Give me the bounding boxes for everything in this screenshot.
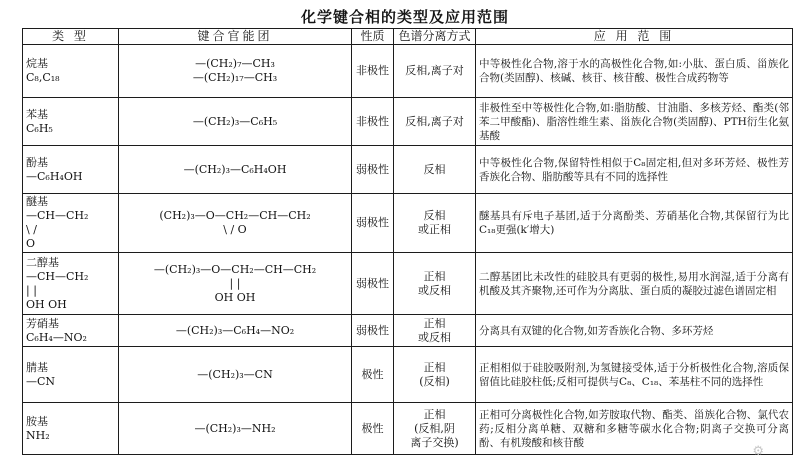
mode-cell <box>394 98 476 146</box>
table-row <box>23 403 793 455</box>
mode-line: 反相 <box>423 209 446 222</box>
type-line: —CN <box>26 374 56 388</box>
header-type: 类 型 <box>23 29 119 45</box>
mode-cell <box>394 403 476 455</box>
mode-cell <box>394 45 476 98</box>
header-mode: 色谱分离方式 <box>394 29 476 45</box>
type-line: 芳硝基 <box>26 316 59 330</box>
property-cell: 弱极性 <box>352 146 394 194</box>
type-line: 胺基 <box>26 414 48 428</box>
formula-line: —(CH₂)₃—C₆H₅ <box>192 114 278 128</box>
application-cell: 二醇基团比未改性的硅胶具有更弱的极性,易用水润湿,适于分离有机酸及其齐聚物,还可作为分离肽、蛋白质的凝胶过滤色谱固定相 <box>476 253 793 315</box>
type-line: C₆H₄—NO₂ <box>26 330 87 344</box>
formula-cell <box>119 98 352 146</box>
formula-line: —(CH₂)₃—O—CH₂—CH—CH₂ <box>153 262 317 276</box>
mode-line: (反相,阴 <box>414 421 455 435</box>
formula-line: (CH₂)₃—O—CH₂—CH—CH₂ <box>159 209 311 222</box>
mode-line: 或正相 <box>418 223 451 236</box>
type-cell <box>23 403 119 455</box>
type-line: —CH—CH₂ <box>26 209 89 222</box>
type-line: \ / <box>26 223 37 236</box>
type-cell <box>23 98 119 146</box>
formula-line: \ / O <box>223 223 247 236</box>
formula-line: —(CH₂)₃—CN <box>197 367 273 381</box>
property-cell: 非极性 <box>352 98 394 146</box>
table-row <box>23 194 793 253</box>
mode-line: 或反相 <box>418 330 451 344</box>
application-cell: 中等极性化合物,溶于水的高极性化合物,如:小肽、蛋白质、甾族化合物(类固醇)、核碱、核苷、核苷酸、极性合成药物等 <box>476 45 793 98</box>
type-line: 醚基 <box>26 195 48 208</box>
type-line: 酚基 <box>26 155 48 169</box>
formula-line: —(CH₂)₃—C₆H₄OH <box>183 162 287 176</box>
table-row <box>23 146 793 194</box>
type-cell <box>23 45 119 98</box>
type-cell <box>23 315 119 347</box>
mode-line: 反相,离子对 <box>405 64 464 77</box>
type-line: 二醇基 <box>26 255 59 269</box>
application-cell: 中等极性化合物,保留特性相似于C₈固定相,但对多环芳烃、极性芳香族化合物、脂肪酸等具有不同的选择性 <box>476 146 793 194</box>
type-line: —C₆H₄OH <box>26 169 83 183</box>
table-body <box>23 45 793 455</box>
formula-cell <box>119 315 352 347</box>
type-cell <box>23 253 119 315</box>
mode-cell <box>394 194 476 253</box>
application-cell: 正相可分离极性化合物,如芳胺取代物、酯类、甾族化合物、氯代农药;反相分离单糖、双糖和多糖等碳水化合物;阴离子交换可分离酚、有机羧酸和核苷酸 <box>476 403 793 455</box>
application-cell: 分离具有双键的化合物,如芳香族化合物、多环芳烃 <box>476 315 793 347</box>
type-cell <box>23 347 119 403</box>
property-cell: 弱极性 <box>352 315 394 347</box>
property-cell: 极性 <box>352 403 394 455</box>
type-line: O <box>26 237 36 250</box>
type-line: 腈基 <box>26 360 48 374</box>
formula-cell <box>119 45 352 98</box>
type-line: | | <box>26 283 37 297</box>
property-cell: 极性 <box>352 347 394 403</box>
table-row <box>23 315 793 347</box>
watermark: ⚙ <box>752 444 764 459</box>
header-application: 应 用 范 围 <box>476 29 793 45</box>
property-cell: 弱极性 <box>352 253 394 315</box>
type-line: C₈,C₁₈ <box>26 71 60 84</box>
formula-cell <box>119 146 352 194</box>
property-cell: 非极性 <box>352 45 394 98</box>
formula-line: —(CH₂)₃—NH₂ <box>194 421 276 435</box>
bonded-phase-table <box>22 28 793 455</box>
formula-cell <box>119 403 352 455</box>
mode-line: 正相 <box>423 316 446 330</box>
formula-line: —(CH₂)₇—CH₃ <box>195 57 275 70</box>
table-title: 化学键合相的类型及应用范围 <box>300 8 509 26</box>
formula-line: —(CH₂)₁₇—CH₃ <box>192 71 278 84</box>
mode-line: 或反相 <box>418 283 451 297</box>
type-line: OH OH <box>26 297 67 311</box>
mode-line: 正相 <box>423 407 446 421</box>
mode-cell <box>394 253 476 315</box>
application-cell: 正相相似于硅胶吸附剂,为氢键接受体,适于分析极性化合物,溶质保留值比硅胶柱低;反相可提供与C₈、C₁₈、苯基柱不同的选择性 <box>476 347 793 403</box>
table-row <box>23 98 793 146</box>
mode-line: 反相 <box>423 162 446 176</box>
application-cell: 非极性至中等极性化合物,如:脂肪酸、甘油脂、多核芳烃、酯类(邻苯二甲酸酯)、脂溶性维生素、甾族化合物(类固醇)、PTH衍生化氨基酸 <box>476 98 793 146</box>
type-line: 烷基 <box>26 57 48 70</box>
property-cell: 弱极性 <box>352 194 394 253</box>
table-row <box>23 45 793 98</box>
mode-line: 离子交换) <box>410 435 459 449</box>
type-cell <box>23 194 119 253</box>
header-row <box>23 29 793 45</box>
mode-line: (反相) <box>419 374 450 388</box>
mode-line: 反相,离子对 <box>405 114 464 128</box>
type-line: 苯基 <box>26 107 48 121</box>
formula-line: —(CH₂)₃—C₆H₄—NO₂ <box>175 323 295 337</box>
type-cell <box>23 146 119 194</box>
table-row <box>23 253 793 315</box>
mode-line: 正相 <box>423 269 446 283</box>
formula-cell <box>119 194 352 253</box>
formula-cell <box>119 253 352 315</box>
formula-line: | | <box>229 276 241 290</box>
type-line: C₆H₅ <box>26 121 53 135</box>
application-cell: 醚基具有斥电子基团,适于分离酚类、芳硝基化合物,其保留行为比C₁₈更强(k′增大) <box>476 194 793 253</box>
header-property: 性质 <box>352 29 394 45</box>
mode-line: 正相 <box>423 360 446 374</box>
type-line: —CH—CH₂ <box>26 269 89 283</box>
mode-cell <box>394 347 476 403</box>
type-line: NH₂ <box>26 428 50 442</box>
formula-line: OH OH <box>214 290 256 304</box>
header-formula: 键合官能团 <box>119 29 352 45</box>
formula-cell <box>119 347 352 403</box>
table-row <box>23 347 793 403</box>
mode-cell <box>394 146 476 194</box>
mode-cell <box>394 315 476 347</box>
